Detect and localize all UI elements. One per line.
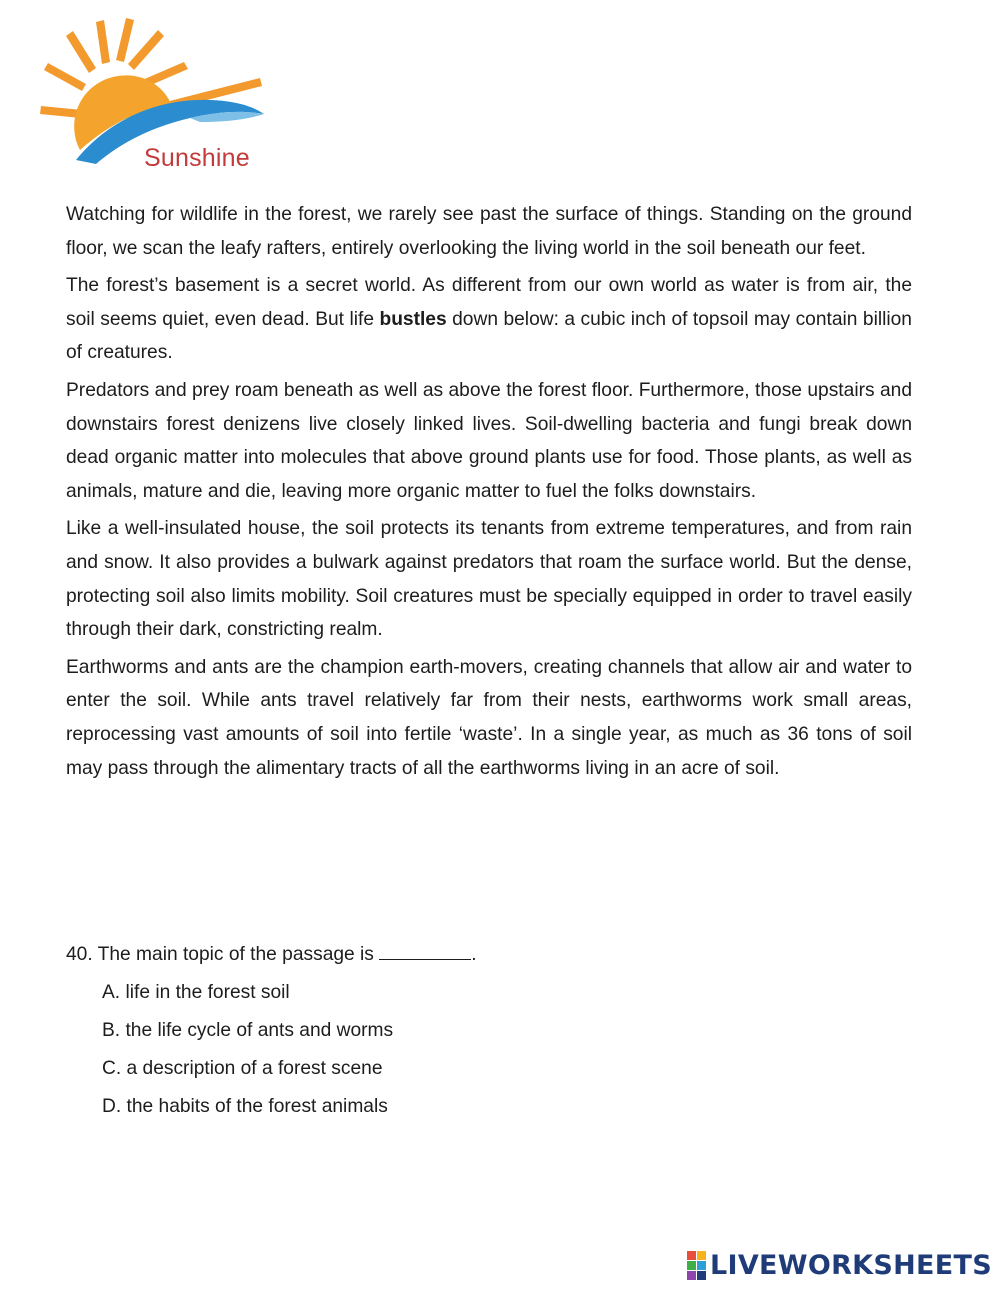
cube-icon (697, 1271, 706, 1280)
bold-word-bustles: bustles (379, 308, 447, 330)
logo-text: Sunshine (144, 144, 250, 172)
liveworksheets-cubes-icon (687, 1251, 706, 1280)
passage-paragraph-1: Watching for wildlife in the forest, we rarely see past the surface of things. Standing on the ground floor, we scan the leafy rafters, entirely overlooking the living world in the soil beneath our feet. (66, 204, 912, 259)
answer-blank[interactable] (379, 941, 471, 960)
passage-paragraph-2 (66, 269, 912, 370)
option-a[interactable]: A. life in the forest soil (102, 982, 290, 1003)
paragraph-2-text-end: down below: a cubic inch of topsoil may contain billion of creatures. (66, 308, 912, 364)
option-b[interactable]: B. the life cycle of ants and worms (102, 1020, 394, 1041)
sunshine-logo (40, 18, 270, 178)
passage-paragraph-4: Like a well-insulated house, the soil protects its tenants from extreme temperatures, and from rain and snow. It also provides a bulwark against predators that roam the surface world. But the dense, protecting soil also limits mobility. Soil creatures must be specially equipped in order to travel easily through their dark, constricting realm. (66, 518, 912, 641)
reading-passage (66, 198, 912, 789)
liveworksheets-watermark (687, 1247, 992, 1283)
question-stem-end: . (471, 944, 477, 965)
option-c[interactable]: C. a description of a forest scene (102, 1058, 383, 1079)
option-d[interactable]: D. the habits of the forest animals (102, 1096, 388, 1117)
cube-icon (687, 1251, 696, 1260)
cube-icon (687, 1271, 696, 1280)
passage-paragraph-3: Predators and prey roam beneath as well as above the forest floor. Furthermore, those upstairs and downstairs forest denizens live closely linked lives. Soil-dwelling bacteria and fungi break down dead organic matter into molecules that above ground plants use for food. Those plants, as well as animals, mature and die, leaving more organic matter to fuel the folks downstairs. (66, 379, 912, 502)
cube-icon (697, 1251, 706, 1260)
watermark-text: LIVEWORKSHEETS (709, 1249, 992, 1281)
question-40 (66, 936, 866, 1126)
question-stem (66, 936, 866, 974)
paragraph-2-text-start: The forest’s basement is a secret world. As different from our own world as water is from air, the soil seems quiet, even dead. But life (66, 275, 912, 330)
question-stem-text: 40. The main topic of the passage is (66, 944, 380, 965)
passage-paragraph-5: Earthworms and ants are the champion earth-movers, creating channels that allow air and water to enter the soil. While ants travel relatively far from their nests, earthworms work small areas, reprocessing vast amounts of soil into fertile ‘waste’. In a single year, as much as 36 tons of soil may pass through the alimentary tracts of all the earthworms living in an acre of soil. (66, 656, 912, 779)
cube-icon (687, 1261, 696, 1270)
cube-icon (697, 1261, 706, 1270)
answer-options (66, 974, 866, 1126)
